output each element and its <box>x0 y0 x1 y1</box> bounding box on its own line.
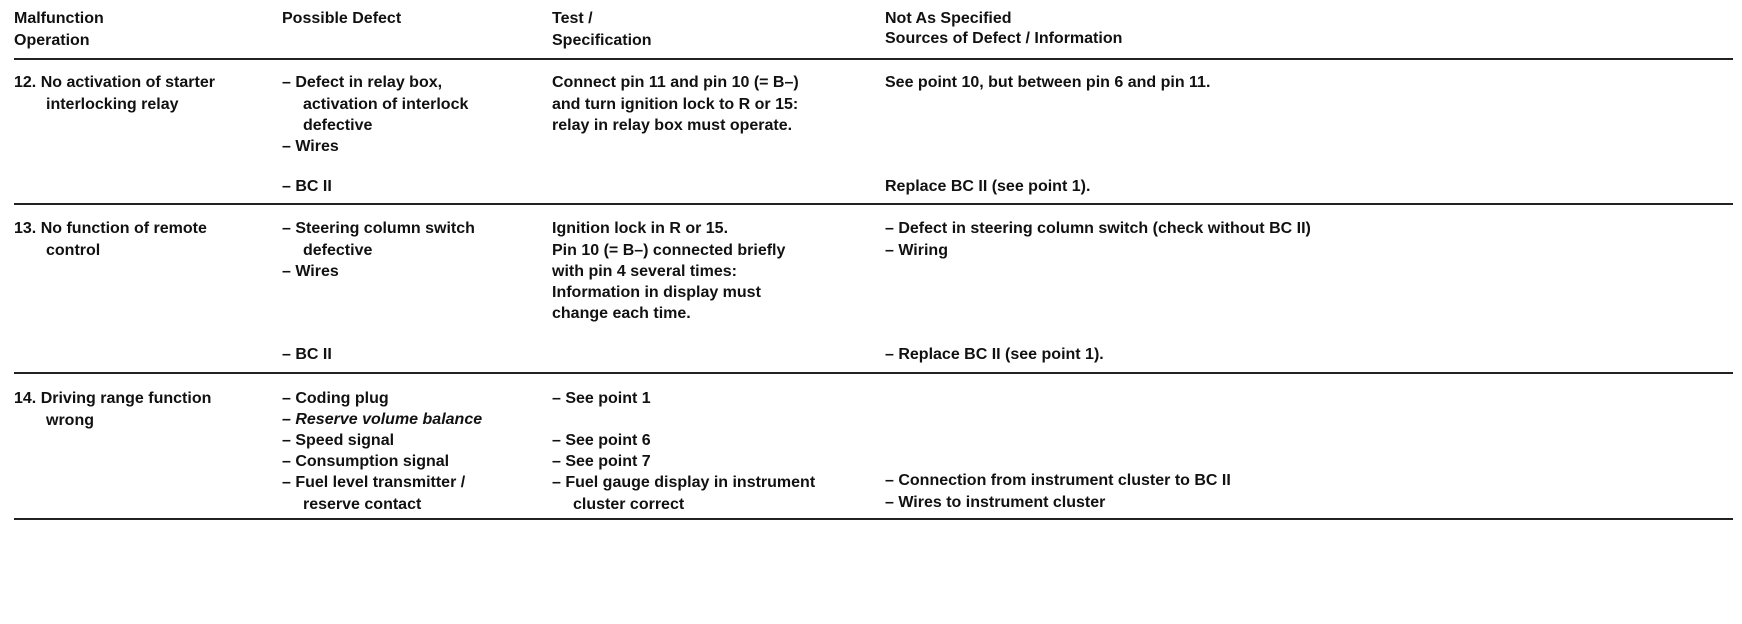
row12-malfunction-line1: 12. No activation of starter <box>14 74 215 91</box>
row13-malfunction-line1: 13. No function of remote <box>14 220 207 237</box>
row14-divider <box>14 518 1733 520</box>
row14-defect-line3: – Speed signal <box>282 432 395 449</box>
header-test: Test / <box>552 10 593 27</box>
row14-defect-line2: – Reserve volume balance <box>282 411 483 428</box>
row13-source-bc2: – Replace BC II (see point 1). <box>885 346 1104 363</box>
row14-malfunction-line1: 14. Driving range function <box>14 390 212 407</box>
row12-divider <box>14 203 1733 205</box>
row14-source-line2: – Wires to instrument cluster <box>885 494 1106 511</box>
row12-defect-line1: – Defect in relay box, <box>282 74 443 91</box>
row12-test-line2: and turn ignition lock to R or 15: <box>552 96 799 113</box>
row13-defect-line2: defective <box>303 242 373 259</box>
row12-test-line1: Connect pin 11 and pin 10 (= B–) <box>552 74 799 91</box>
row13-divider <box>14 372 1733 374</box>
row13-source-line2: – Wiring <box>885 242 948 259</box>
row13-defect-line3: – Wires <box>282 263 339 280</box>
row14-defect-line1: – Coding plug <box>282 390 389 407</box>
header-malfunction: Malfunction <box>14 10 104 27</box>
header-not-as-specified: Not As Specified <box>885 10 1012 27</box>
row14-defect-line6: reserve contact <box>303 496 422 513</box>
row12-defect-line4: – Wires <box>282 138 339 155</box>
row12-test-line3: relay in relay box must operate. <box>552 117 793 134</box>
header-specification: Specification <box>552 32 652 49</box>
row14-source-line1: – Connection from instrument cluster to BC II <box>885 472 1231 489</box>
row14-test-line4: – Fuel gauge display in instrument <box>552 474 816 491</box>
row13-malfunction-line2: control <box>46 242 101 259</box>
row14-test-line2: – See point 6 <box>552 432 651 449</box>
header-divider <box>14 58 1733 60</box>
row13-test-line3: with pin 4 several times: <box>552 263 737 280</box>
row14-defect-line4: – Consumption signal <box>282 453 450 470</box>
row13-test-line4: Information in display must <box>552 284 761 301</box>
header-sources: Sources of Defect / Information <box>885 30 1123 47</box>
header-possible-defect: Possible Defect <box>282 10 402 27</box>
header-operation: Operation <box>14 32 90 49</box>
row13-defect-bc2: – BC II <box>282 346 332 363</box>
row13-source-line1: – Defect in steering column switch (check without BC II) <box>885 220 1311 237</box>
row13-test-line2: Pin 10 (= B–) connected briefly <box>552 242 786 259</box>
row13-test-line5: change each time. <box>552 305 691 322</box>
row12-defect-line2: activation of interlock <box>303 96 469 113</box>
row12-defect-bc2: – BC II <box>282 178 332 195</box>
row14-malfunction-line2: wrong <box>46 412 94 429</box>
row12-malfunction-line2: interlocking relay <box>46 96 179 113</box>
row13-test-line1: Ignition lock in R or 15. <box>552 220 729 237</box>
row12-source-line1: See point 10, but between pin 6 and pin 11. <box>885 74 1211 91</box>
row14-test-line1: – See point 1 <box>552 390 651 407</box>
row12-defect-line3: defective <box>303 117 373 134</box>
row14-test-line3: – See point 7 <box>552 453 651 470</box>
row14-test-line5: cluster correct <box>573 496 685 513</box>
row13-defect-line1: – Steering column switch <box>282 220 475 237</box>
row12-source-bc2: Replace BC II (see point 1). <box>885 178 1091 195</box>
row14-defect-line5: – Fuel level transmitter / <box>282 474 466 491</box>
